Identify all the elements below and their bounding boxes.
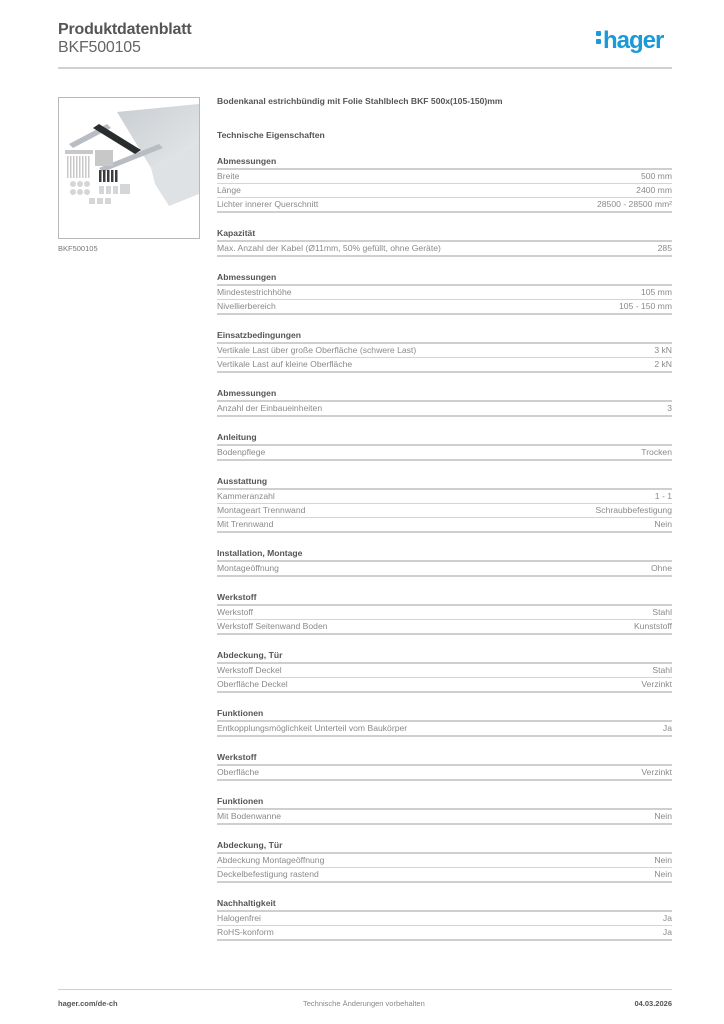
- product-image: [58, 97, 200, 239]
- spec-section: [217, 475, 672, 533]
- spec-row: [217, 198, 672, 213]
- spec-section: [217, 839, 672, 883]
- tech-properties-title: Technische Eigenschaften: [217, 130, 325, 140]
- spec-content: [217, 95, 672, 941]
- section-rows: [217, 402, 672, 417]
- spec-value: 105 - 150 mm: [618, 301, 672, 311]
- section-heading: Werkstoff: [217, 751, 672, 766]
- section-heading: Kapazität: [217, 227, 672, 242]
- spec-value: Ohne: [650, 563, 672, 573]
- spec-section: [217, 649, 672, 693]
- spec-row: [217, 446, 672, 461]
- section-rows: [217, 912, 672, 941]
- spec-value: Nein: [654, 855, 672, 865]
- footer-website-link[interactable]: hager.com/de-ch: [58, 999, 118, 1008]
- spec-label: Halogenfrei: [217, 913, 261, 923]
- spec-value: Kunststoff: [633, 621, 672, 631]
- spec-row: [217, 242, 672, 257]
- spec-section: [217, 271, 672, 315]
- spec-value: Verzinkt: [641, 767, 672, 777]
- spec-row: [217, 912, 672, 926]
- spec-row: [217, 358, 672, 373]
- spec-value: Stahl: [652, 665, 672, 675]
- section-heading: Werkstoff: [217, 591, 672, 606]
- spec-label: Vertikale Last auf kleine Oberfläche: [217, 359, 353, 369]
- spec-value: 105 mm: [640, 287, 672, 297]
- logo-text: hager: [603, 27, 664, 54]
- spec-value: Trocken: [641, 447, 672, 457]
- spec-label: Lichter innerer Querschnitt: [217, 199, 319, 209]
- spec-row: [217, 184, 672, 198]
- spec-section: [217, 795, 672, 825]
- spec-label: Länge: [217, 185, 241, 195]
- section-rows: [217, 286, 672, 315]
- spec-label: Werkstoff: [217, 607, 253, 617]
- spec-row: [217, 722, 672, 737]
- section-heading: Funktionen: [217, 707, 672, 722]
- section-heading: Abmessungen: [217, 155, 672, 170]
- footer-date: 04.03.2026: [634, 999, 672, 1008]
- spec-section: [217, 591, 672, 635]
- spec-label: Mit Bodenwanne: [217, 811, 282, 821]
- spec-label: Vertikale Last über große Oberfläche (schwere Last): [217, 345, 417, 355]
- spec-value: Schraubbefestigung: [595, 505, 672, 515]
- section-rows: [217, 766, 672, 781]
- spec-label: Nivellierbereich: [217, 301, 276, 311]
- spec-label: Entkopplungsmöglichkeit Unterteil vom Baukörper: [217, 723, 408, 733]
- section-heading: Anleitung: [217, 431, 672, 446]
- spec-value: 285: [657, 243, 672, 253]
- section-heading: Einsatzbedingungen: [217, 329, 672, 344]
- spec-row: [217, 810, 672, 825]
- product-name: Bodenkanal estrichbündig mit Folie Stahlblech BKF 500x(105-150)mm: [217, 96, 503, 106]
- spec-row: [217, 678, 672, 693]
- section-heading: Abdeckung, Tür: [217, 839, 672, 854]
- spec-section: [217, 329, 672, 373]
- spec-value: 3 kN: [654, 345, 672, 355]
- footer-disclaimer: Technische Änderungen vorbehalten: [303, 999, 425, 1008]
- spec-label: Bodenpflege: [217, 447, 266, 457]
- spec-row: [217, 402, 672, 417]
- spec-label: Montageart Trennwand: [217, 505, 306, 515]
- spec-label: Deckelbefestigung rastend: [217, 869, 319, 879]
- spec-value: Nein: [654, 519, 672, 529]
- spec-section: [217, 155, 672, 213]
- section-heading: Nachhaltigkeit: [217, 897, 672, 912]
- footer-divider: [58, 989, 672, 990]
- spec-section: [217, 227, 672, 257]
- section-rows: [217, 170, 672, 213]
- section-rows: [217, 490, 672, 533]
- spec-label: Mindestestrichhöhe: [217, 287, 292, 297]
- spec-row: [217, 344, 672, 358]
- spec-row: [217, 664, 672, 678]
- spec-label: Montageöffnung: [217, 563, 279, 573]
- section-rows: [217, 664, 672, 693]
- hager-logo: [596, 27, 663, 55]
- spec-label: Werkstoff Deckel: [217, 665, 282, 675]
- spec-value: Stahl: [652, 607, 672, 617]
- spec-value: 2400 mm: [636, 185, 672, 195]
- spec-section: [217, 897, 672, 941]
- spec-value: Nein: [654, 811, 672, 821]
- spec-label: RoHS-konform: [217, 927, 274, 937]
- floor-duct-illustration-icon: [59, 98, 199, 238]
- spec-section: [217, 387, 672, 417]
- spec-label: Oberfläche: [217, 767, 260, 777]
- spec-label: Anzahl der Einbaueinheiten: [217, 403, 323, 413]
- spec-row: [217, 620, 672, 635]
- section-rows: [217, 562, 672, 577]
- spec-row: [217, 518, 672, 533]
- product-code: BKF500105: [58, 39, 141, 56]
- spec-row: [217, 868, 672, 883]
- spec-section: [217, 751, 672, 781]
- spec-label: Mit Trennwand: [217, 519, 274, 529]
- spec-section: [217, 547, 672, 577]
- image-caption: BKF500105: [58, 244, 98, 253]
- spec-value: 1 - 1: [654, 491, 672, 501]
- spec-label: Kammeranzahl: [217, 491, 275, 501]
- spec-row: [217, 490, 672, 504]
- spec-label: Abdeckung Montageöffnung: [217, 855, 325, 865]
- spec-row: [217, 504, 672, 518]
- page-title: Produktdatenblatt: [58, 21, 192, 38]
- spec-row: [217, 766, 672, 781]
- spec-sections: [217, 155, 672, 941]
- spec-row: [217, 854, 672, 868]
- spec-value: 500 mm: [640, 171, 672, 181]
- spec-value: Ja: [662, 913, 672, 923]
- spec-row: [217, 286, 672, 300]
- spec-row: [217, 606, 672, 620]
- spec-row: [217, 926, 672, 941]
- spec-section: [217, 431, 672, 461]
- section-heading: Ausstattung: [217, 475, 672, 490]
- section-heading: Funktionen: [217, 795, 672, 810]
- spec-label: Max. Anzahl der Kabel (Ø11mm, 50% gefüllt, ohne Geräte): [217, 243, 441, 253]
- section-rows: [217, 344, 672, 373]
- section-rows: [217, 606, 672, 635]
- section-rows: [217, 446, 672, 461]
- section-heading: Installation, Montage: [217, 547, 672, 562]
- header-divider: [58, 67, 672, 69]
- section-heading: Abmessungen: [217, 387, 672, 402]
- section-heading: Abmessungen: [217, 271, 672, 286]
- spec-value: 3: [667, 403, 672, 413]
- section-rows: [217, 810, 672, 825]
- section-rows: [217, 854, 672, 883]
- spec-section: [217, 707, 672, 737]
- section-rows: [217, 722, 672, 737]
- spec-row: [217, 300, 672, 315]
- section-heading: Abdeckung, Tür: [217, 649, 672, 664]
- spec-value: Verzinkt: [641, 679, 672, 689]
- spec-row: [217, 170, 672, 184]
- spec-value: Nein: [654, 869, 672, 879]
- spec-value: 2 kN: [654, 359, 672, 369]
- spec-label: Oberfläche Deckel: [217, 679, 288, 689]
- spec-label: Breite: [217, 171, 240, 181]
- spec-value: Ja: [662, 927, 672, 937]
- spec-value: Ja: [662, 723, 672, 733]
- spec-label: Werkstoff Seitenwand Boden: [217, 621, 328, 631]
- spec-row: [217, 562, 672, 577]
- section-rows: [217, 242, 672, 257]
- spec-value: 28500 - 28500 mm²: [597, 199, 672, 209]
- logo-colon-icon: [596, 28, 601, 47]
